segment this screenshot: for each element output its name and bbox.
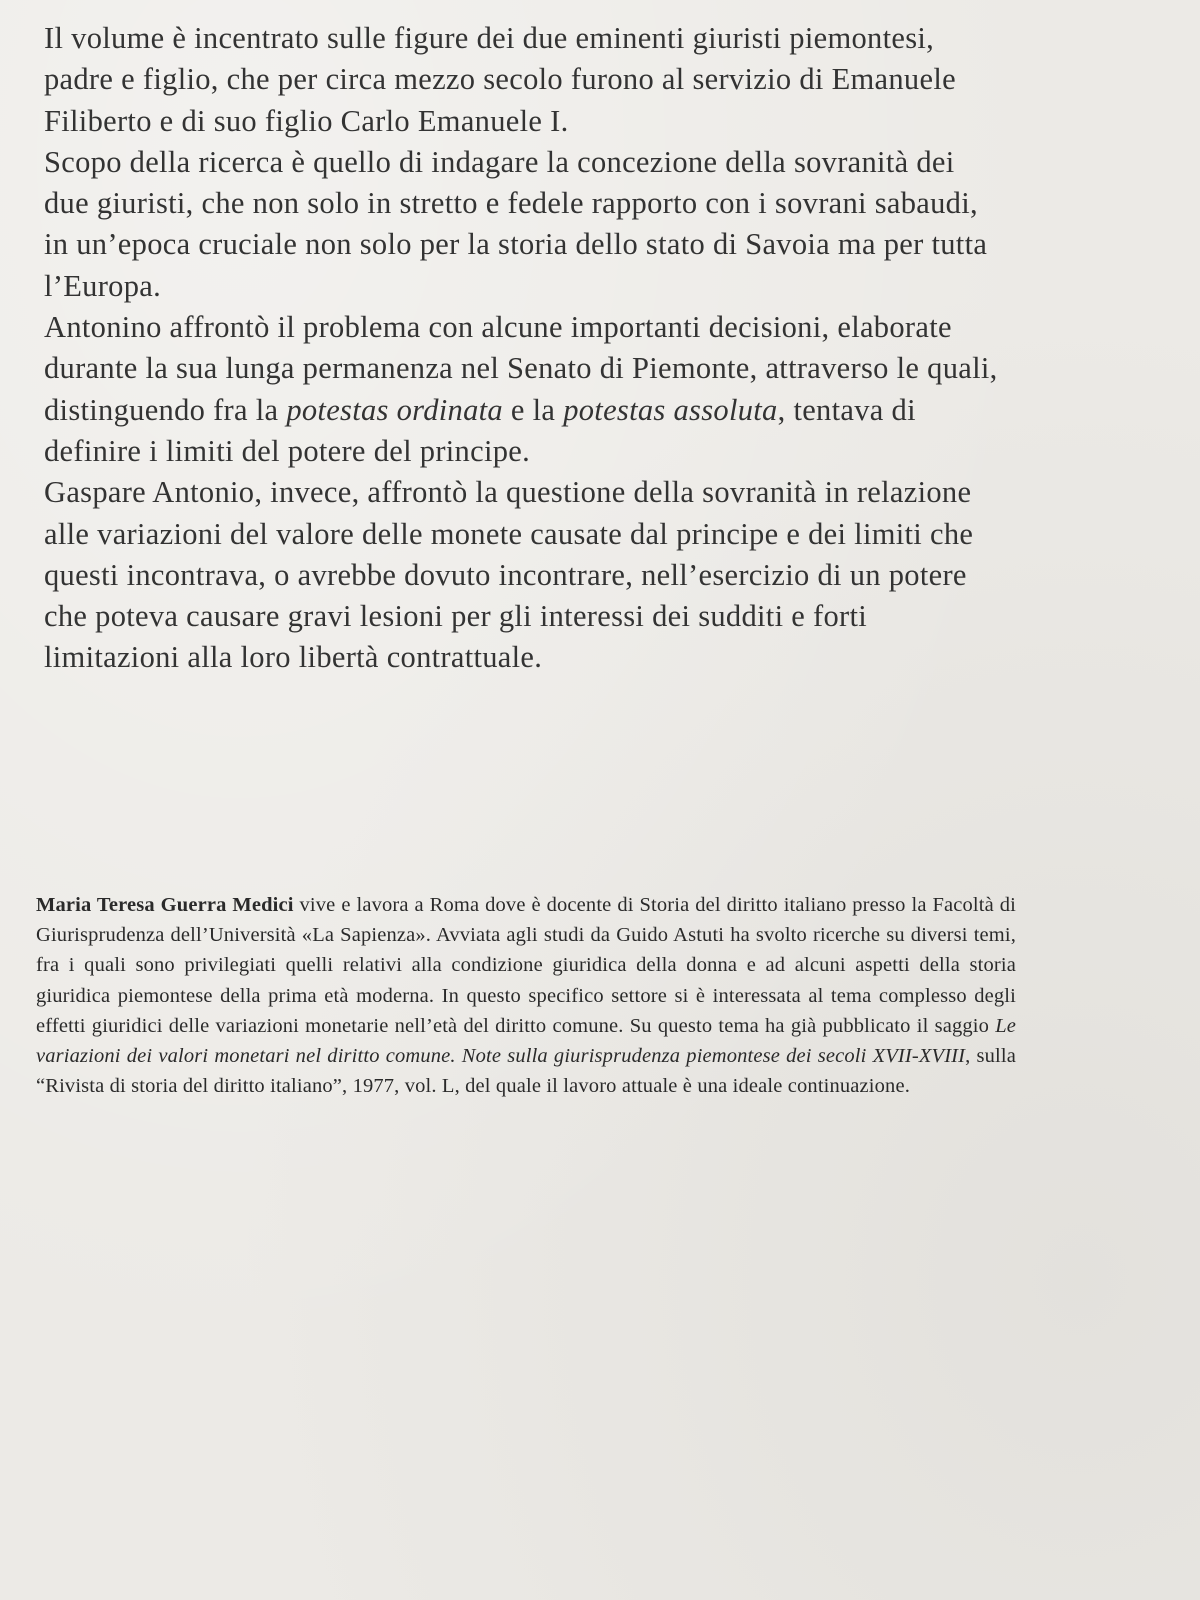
synopsis-text bbox=[44, 18, 1004, 679]
synopsis-text-span: , tentava di definire i limiti del potere del principe. bbox=[44, 392, 916, 468]
italic-term-potestas-ordinata: potestas ordinata bbox=[286, 392, 503, 427]
biography-text: , sulla “Rivista di storia del diritto italiano”, 1977, vol. L, del quale il lavoro attuale è una ideale continuazione. bbox=[36, 1045, 1016, 1098]
author-biography bbox=[36, 890, 1016, 1101]
synopsis-text-span: Antonino affrontò il problema con alcune importanti decisioni, elaborate durante la sua lunga permanenza nel Senato di Piemonte, attraverso le quali, distinguendo fra la bbox=[44, 310, 998, 427]
synopsis-text-span: e la bbox=[502, 392, 564, 427]
author-name: Maria Teresa Guerra Medici bbox=[36, 894, 294, 916]
synopsis-paragraph-2: Scopo della ricerca è quello di indagare la concezione della sovranità dei due giuristi, che non solo in stretto e fedele rapporto con i sovrani sabaudi, in un’epoca cruciale non solo per la storia dello stato di Savoia ma per tutta l’Europa. bbox=[44, 144, 988, 303]
publication-title: Le variazioni dei valori monetari nel diritto comune. Note sulla giurisprudenza piemontese dei secoli XVII-XVIII bbox=[36, 1014, 1016, 1068]
synopsis-paragraph-1: Il volume è incentrato sulle figure dei due eminenti giuristi piemontesi, padre e figlio, che per circa mezzo secolo furono al servizio di Emanuele Filiberto e di suo figlio Carlo Emanuele I. bbox=[44, 21, 956, 138]
synopsis-paragraph-3 bbox=[44, 307, 1004, 472]
synopsis-paragraph-4: Gaspare Antonio, invece, affrontò la questione della sovranità in relazione alle variazioni del valore delle monete causate dal principe e dei limiti che questi incontrava, o avrebbe dovuto incontrare, nell’esercizio di un potere che poteva causare gravi lesioni per gli interessi dei sudditi e forti limitazioni alla loro libertà contrattuale. bbox=[44, 475, 974, 675]
biography-paragraph bbox=[36, 890, 1016, 1101]
biography-text: vive e lavora a Roma dove è docente di Storia del diritto italiano presso la Facoltà di Giurisprudenza dell’Università «La Sapienza». Avviata agli studi da Guido Astuti ha svolto ricerche su diversi temi, fra i quali sono privilegiati quelli relativi alla condizione giuridica della donna e ad alcuni aspetti della storia giuridica piemontese della prima età moderna. In questo specifico settore si è interessata al tema complesso degli effetti giuridici delle variazioni monetarie nell’età del diritto comune. Su questo tema ha già pubblicato il saggio bbox=[36, 894, 1017, 1037]
italic-term-potestas-assoluta: potestas assoluta bbox=[563, 392, 778, 427]
